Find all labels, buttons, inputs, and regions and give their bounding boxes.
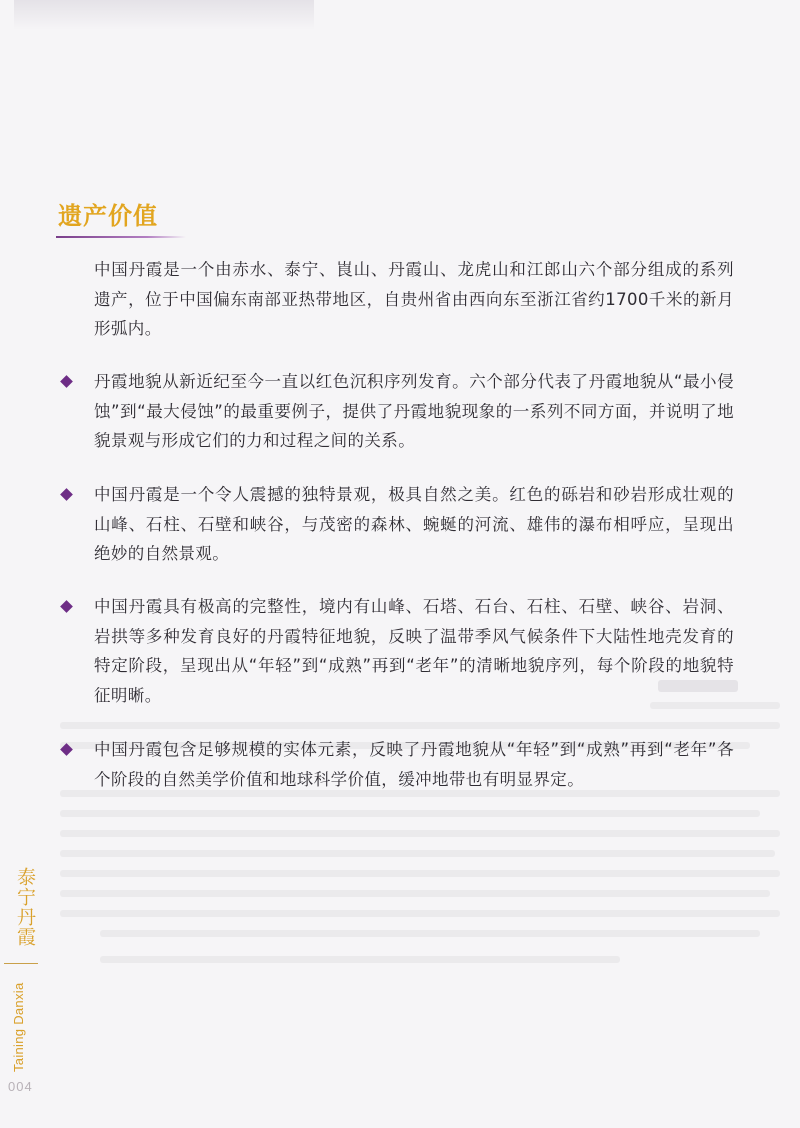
bullet-paragraph: 中国丹霞具有极高的完整性，境内有山峰、石塔、石台、石柱、石壁、峡谷、岩洞、岩拱等多种发育良好的丹霞特征地貌，反映了温带季风气候条件下大陆性地壳发育的特定阶段，呈现出从“年轻”到“成熟”再到“老年”的清晰地貌序列，每个阶段的地貌特征明晰。 bbox=[94, 597, 734, 705]
page-number: 004 bbox=[8, 1079, 33, 1094]
bullet-paragraph: 中国丹霞是一个令人震撼的独特景观，极具自然之美。红色的砾岩和砂岩形成壮观的山峰、石柱、石壁和峡谷，与茂密的森林、蜿蜒的河流、雄伟的瀑布相呼应，呈现出绝妙的自然景观。 bbox=[94, 485, 734, 563]
sidebar-divider bbox=[4, 963, 38, 964]
sidebar-title-en: Taining Danxia bbox=[11, 982, 26, 1072]
intro-paragraph: 中国丹霞是一个由赤水、泰宁、崀山、丹霞山、龙虎山和江郎山六个部分组成的系列遗产，位于中国偏东南部亚热带地区，自贵州省由西向东至浙江省约1700千米的新月形弧内。 bbox=[94, 260, 734, 338]
diamond-bullet-icon bbox=[60, 600, 73, 613]
sidebar-title-cn: 泰宁丹霞 bbox=[14, 867, 36, 947]
title-underline bbox=[56, 236, 186, 238]
show-through-top bbox=[14, 0, 314, 30]
diamond-bullet-icon bbox=[60, 375, 73, 388]
bullet-paragraph: 中国丹霞包含足够规模的实体元素，反映了丹霞地貌从“年轻”到“成熟”再到“老年”各个阶段的自然美学价值和地球科学价值，缓冲地带也有明显界定。 bbox=[94, 740, 734, 789]
diamond-bullet-icon bbox=[60, 488, 73, 501]
bullet-paragraph: 丹霞地貌从新近纪至今一直以红色沉积序列发育。六个部分代表了丹霞地貌从“最小侵蚀”到“最大侵蚀”的最重要例子，提供了丹霞地貌现象的一系列不同方面，并说明了地貌景观与形成它们的力和过程之间的关系。 bbox=[94, 372, 734, 450]
section-title: 遗产价值 bbox=[58, 202, 158, 230]
